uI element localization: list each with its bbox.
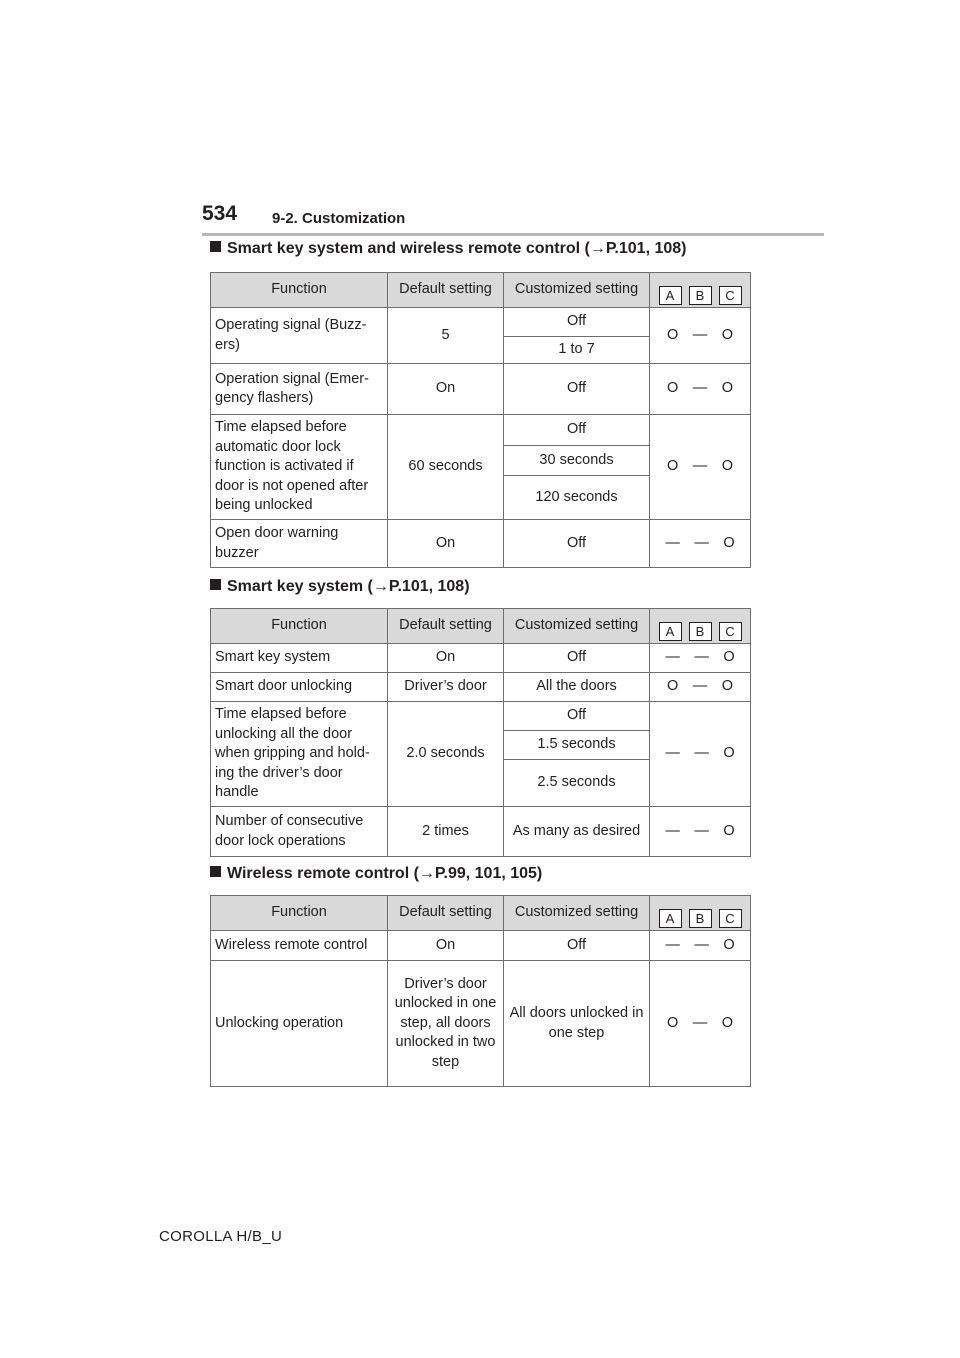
square-bullet-icon: [210, 866, 221, 877]
column-b-label: B: [689, 286, 712, 305]
availability-b: —: [694, 936, 709, 953]
column-header: Function: [211, 273, 388, 308]
availability-b: —: [694, 534, 709, 551]
page-number: 534: [202, 202, 238, 225]
default-cell: 5: [388, 308, 504, 364]
availability-b: —: [694, 649, 709, 666]
column-header: Default setting: [388, 609, 504, 644]
column-c-label: C: [719, 622, 742, 641]
option-cell: Off: [504, 308, 650, 337]
column-header: Customized setting: [504, 896, 650, 931]
function-cell: Operating signal (Buzz-ers): [211, 308, 388, 364]
option-cell: 1 to 7: [504, 337, 650, 364]
section-heading-text: Wireless remote control (→P.99, 101, 105): [227, 865, 543, 882]
availability-cell: [650, 364, 751, 415]
availability-a: —: [665, 649, 680, 666]
section-heading-text: Smart key system and wireless remote control (→P.101, 108): [227, 240, 687, 257]
column-a-label: A: [659, 286, 682, 305]
availability-c: O: [721, 326, 734, 343]
availability-b: —: [694, 822, 709, 839]
availability-c: O: [721, 380, 734, 397]
default-cell: On: [388, 644, 504, 673]
table-row: [211, 415, 751, 446]
header-divider: [202, 233, 824, 236]
footer-model: COROLLA H/B_U: [159, 1228, 283, 1245]
table-row: [211, 308, 751, 337]
availability-a: O: [666, 1014, 679, 1031]
availability-b: —: [692, 1014, 708, 1031]
page-header: [202, 202, 824, 236]
table-row: [211, 931, 751, 961]
table-header-row: [211, 896, 751, 931]
table-row: [211, 364, 751, 415]
availability-cell: [650, 961, 751, 1087]
availability-a: O: [666, 380, 679, 397]
availability-c: O: [723, 649, 735, 666]
availability-c: O: [721, 678, 734, 695]
column-a-label: A: [659, 622, 682, 641]
table-header-row: [211, 273, 751, 308]
table-row: [211, 807, 751, 857]
availability-cell: [650, 415, 751, 520]
availability-a: —: [665, 822, 680, 839]
availability-cell: [650, 702, 751, 807]
option-cell: Off: [504, 364, 650, 415]
table-row: [211, 644, 751, 673]
function-cell: Open door warning buzzer: [211, 520, 388, 568]
column-c-label: C: [719, 909, 742, 928]
availability-header: [650, 896, 751, 931]
option-cell: 1.5 seconds: [504, 731, 650, 760]
availability-b: —: [692, 458, 708, 475]
function-cell: Smart door unlocking: [211, 673, 388, 702]
column-header: Default setting: [388, 896, 504, 931]
option-cell: Off: [504, 702, 650, 731]
default-cell: On: [388, 520, 504, 568]
default-cell: On: [388, 931, 504, 961]
availability-c: O: [723, 822, 735, 839]
availability-cell: [650, 308, 751, 364]
customization-table: [210, 272, 751, 568]
function-cell: Wireless remote control: [211, 931, 388, 961]
square-bullet-icon: [210, 241, 221, 252]
function-cell: Operation signal (Emer-gency flashers): [211, 364, 388, 415]
availability-c: O: [723, 936, 735, 953]
column-a-label: A: [659, 909, 682, 928]
option-cell: All the doors: [504, 673, 650, 702]
availability-header: [650, 273, 751, 308]
column-header: Default setting: [388, 273, 504, 308]
customization-table: [210, 895, 751, 1087]
availability-a: O: [666, 458, 679, 475]
default-cell: On: [388, 364, 504, 415]
default-cell: 2 times: [388, 807, 504, 857]
column-header: Function: [211, 896, 388, 931]
availability-c: O: [723, 534, 735, 551]
availability-b: —: [692, 326, 708, 343]
option-cell: As many as desired: [504, 807, 650, 857]
default-cell: 2.0 seconds: [388, 702, 504, 807]
option-cell: Off: [504, 520, 650, 568]
option-cell: All doors unlocked in one step: [504, 961, 650, 1087]
column-header: Customized setting: [504, 273, 650, 308]
function-cell: Time elapsed before automatic door lock function is activated if door is not opened after being unlocked: [211, 415, 388, 520]
section-heading: [210, 240, 686, 258]
availability-c: O: [721, 458, 734, 475]
option-cell: 120 seconds: [504, 476, 650, 520]
column-header: Function: [211, 609, 388, 644]
section-heading: [210, 865, 542, 883]
table-row: [211, 520, 751, 568]
availability-a: —: [665, 936, 680, 953]
availability-cell: [650, 807, 751, 857]
function-cell: Smart key system: [211, 644, 388, 673]
function-cell: Time elapsed before unlocking all the door when gripping and hold-ing the driver’s door handle: [211, 702, 388, 807]
option-cell: Off: [504, 415, 650, 446]
option-cell: 30 seconds: [504, 446, 650, 476]
availability-a: —: [665, 534, 680, 551]
function-cell: Number of consecutive door lock operations: [211, 807, 388, 857]
table-row: [211, 702, 751, 731]
square-bullet-icon: [210, 579, 221, 590]
availability-b: —: [692, 678, 708, 695]
option-cell: Off: [504, 931, 650, 961]
default-cell: Driver’s door: [388, 673, 504, 702]
section-title: 9-2. Customization: [272, 210, 406, 227]
availability-cell: [650, 931, 751, 961]
section-heading: [210, 578, 470, 596]
availability-cell: [650, 673, 751, 702]
availability-header: [650, 609, 751, 644]
availability-cell: [650, 644, 751, 673]
availability-a: —: [665, 745, 680, 762]
column-header: Customized setting: [504, 609, 650, 644]
section-heading-text: Smart key system (→P.101, 108): [227, 578, 470, 595]
availability-c: O: [723, 745, 735, 762]
availability-b: —: [694, 745, 709, 762]
table-row: [211, 961, 751, 1087]
option-cell: Off: [504, 644, 650, 673]
table-header-row: [211, 609, 751, 644]
column-c-label: C: [719, 286, 742, 305]
column-b-label: B: [689, 622, 712, 641]
column-b-label: B: [689, 909, 712, 928]
default-cell: Driver’s door unlocked in one step, all doors unlocked in two step: [388, 961, 504, 1087]
customization-table: [210, 608, 751, 857]
default-cell: 60 seconds: [388, 415, 504, 520]
availability-b: —: [692, 380, 708, 397]
availability-a: O: [666, 326, 679, 343]
function-cell: Unlocking operation: [211, 961, 388, 1087]
availability-cell: [650, 520, 751, 568]
option-cell: 2.5 seconds: [504, 760, 650, 807]
availability-c: O: [721, 1014, 734, 1031]
availability-a: O: [666, 678, 679, 695]
table-row: [211, 673, 751, 702]
